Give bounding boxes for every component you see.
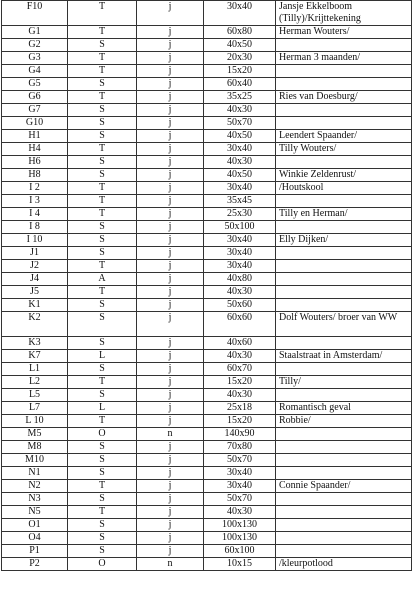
description-cell: Elly Dijken/ (276, 234, 412, 247)
dimensions-cell: 40x50 (204, 130, 276, 143)
code-cell: G4 (2, 65, 68, 78)
description-cell: Connie Spaander/ (276, 480, 412, 493)
table-row (2, 376, 412, 389)
flag-cell: j (137, 519, 204, 532)
flag-cell: n (137, 558, 204, 571)
code-cell: G7 (2, 104, 68, 117)
description-cell (276, 247, 412, 260)
table-row (2, 415, 412, 428)
description-cell (276, 104, 412, 117)
flag-cell: j (137, 545, 204, 558)
table-row (2, 350, 412, 363)
code-cell: I 2 (2, 182, 68, 195)
description-cell: Tilly/ (276, 376, 412, 389)
description-cell: Tilly Wouters/ (276, 143, 412, 156)
table-row (2, 467, 412, 480)
dimensions-cell: 140x90 (204, 428, 276, 441)
description-cell (276, 299, 412, 312)
table-row (2, 65, 412, 78)
code-cell: G1 (2, 26, 68, 39)
flag-cell: j (137, 532, 204, 545)
dimensions-cell: 70x80 (204, 441, 276, 454)
type-cell: S (68, 39, 137, 52)
flag-cell: j (137, 104, 204, 117)
flag-cell: j (137, 415, 204, 428)
type-cell: S (68, 156, 137, 169)
type-cell: T (68, 195, 137, 208)
table-row (2, 558, 412, 571)
dimensions-cell: 60x100 (204, 545, 276, 558)
flag-cell: j (137, 195, 204, 208)
flag-cell: j (137, 1, 204, 26)
dimensions-cell: 50x70 (204, 493, 276, 506)
flag-cell: j (137, 91, 204, 104)
dimensions-cell: 40x30 (204, 156, 276, 169)
flag-cell: j (137, 156, 204, 169)
dimensions-cell: 30x40 (204, 467, 276, 480)
code-cell: L7 (2, 402, 68, 415)
description-cell (276, 454, 412, 467)
description-cell: Staalstraat in Amsterdam/ (276, 350, 412, 363)
table-row (2, 532, 412, 545)
dimensions-cell: 40x50 (204, 169, 276, 182)
flag-cell: j (137, 493, 204, 506)
flag-cell: j (137, 130, 204, 143)
code-cell: I 10 (2, 234, 68, 247)
table-row (2, 480, 412, 493)
dimensions-cell: 50x100 (204, 221, 276, 234)
type-cell: S (68, 337, 137, 350)
dimensions-cell: 40x50 (204, 39, 276, 52)
description-cell: /Houtskool (276, 182, 412, 195)
type-cell: S (68, 363, 137, 376)
table-row (2, 506, 412, 519)
type-cell: S (68, 532, 137, 545)
table-row (2, 195, 412, 208)
description-cell (276, 65, 412, 78)
description-cell (276, 493, 412, 506)
flag-cell: j (137, 402, 204, 415)
flag-cell: j (137, 480, 204, 493)
table-row (2, 519, 412, 532)
table-row (2, 208, 412, 221)
code-cell: O4 (2, 532, 68, 545)
type-cell: T (68, 1, 137, 26)
dimensions-cell: 60x80 (204, 26, 276, 39)
description-cell (276, 195, 412, 208)
code-cell: M8 (2, 441, 68, 454)
flag-cell: j (137, 337, 204, 350)
code-cell: K7 (2, 350, 68, 363)
code-cell: L5 (2, 389, 68, 402)
table-row (2, 286, 412, 299)
table-row (2, 402, 412, 415)
description-cell: Herman 3 maanden/ (276, 52, 412, 65)
type-cell: L (68, 402, 137, 415)
type-cell: S (68, 299, 137, 312)
type-cell: T (68, 26, 137, 39)
flag-cell: j (137, 117, 204, 130)
table-body (2, 1, 412, 571)
description-cell: Winkie Zeldenrust/ (276, 169, 412, 182)
dimensions-cell: 60x70 (204, 363, 276, 376)
code-cell: I 4 (2, 208, 68, 221)
code-cell: N2 (2, 480, 68, 493)
description-cell (276, 156, 412, 169)
code-cell: N3 (2, 493, 68, 506)
dimensions-cell: 100x130 (204, 532, 276, 545)
dimensions-cell: 100x130 (204, 519, 276, 532)
description-cell: Tilly en Herman/ (276, 208, 412, 221)
flag-cell: j (137, 234, 204, 247)
flag-cell: j (137, 182, 204, 195)
flag-cell: j (137, 221, 204, 234)
dimensions-cell: 40x80 (204, 273, 276, 286)
type-cell: S (68, 234, 137, 247)
type-cell: S (68, 467, 137, 480)
type-cell: T (68, 143, 137, 156)
type-cell: T (68, 52, 137, 65)
code-cell: F10 (2, 1, 68, 26)
description-cell (276, 389, 412, 402)
type-cell: S (68, 247, 137, 260)
type-cell: S (68, 454, 137, 467)
flag-cell: j (137, 299, 204, 312)
code-cell: K2 (2, 312, 68, 337)
type-cell: L (68, 350, 137, 363)
flag-cell: j (137, 363, 204, 376)
dimensions-cell: 30x40 (204, 234, 276, 247)
code-cell: N1 (2, 467, 68, 480)
description-cell (276, 506, 412, 519)
code-cell: I 8 (2, 221, 68, 234)
dimensions-cell: 30x40 (204, 1, 276, 26)
description-cell (276, 221, 412, 234)
dimensions-cell: 40x30 (204, 104, 276, 117)
type-cell: S (68, 78, 137, 91)
table-row (2, 39, 412, 52)
dimensions-cell: 25x30 (204, 208, 276, 221)
flag-cell: j (137, 467, 204, 480)
code-cell: L2 (2, 376, 68, 389)
type-cell: S (68, 519, 137, 532)
code-cell: M5 (2, 428, 68, 441)
type-cell: A (68, 273, 137, 286)
description-cell: Robbie/ (276, 415, 412, 428)
code-cell: G3 (2, 52, 68, 65)
table-row (2, 441, 412, 454)
table-row (2, 493, 412, 506)
table-row (2, 91, 412, 104)
flag-cell: j (137, 169, 204, 182)
code-cell: J4 (2, 273, 68, 286)
table-row (2, 234, 412, 247)
type-cell: S (68, 389, 137, 402)
dimensions-cell: 20x30 (204, 52, 276, 65)
dimensions-cell: 25x18 (204, 402, 276, 415)
type-cell: T (68, 65, 137, 78)
table-row (2, 130, 412, 143)
description-cell (276, 286, 412, 299)
description-cell: Ries van Doesburg/ (276, 91, 412, 104)
flag-cell: j (137, 247, 204, 260)
description-cell: Romantisch geval (276, 402, 412, 415)
flag-cell: n (137, 428, 204, 441)
code-cell: J1 (2, 247, 68, 260)
dimensions-cell: 40x30 (204, 286, 276, 299)
type-cell: T (68, 91, 137, 104)
code-cell: L1 (2, 363, 68, 376)
table-row (2, 389, 412, 402)
dimensions-cell: 30x40 (204, 247, 276, 260)
flag-cell: j (137, 52, 204, 65)
type-cell: T (68, 415, 137, 428)
code-cell: L 10 (2, 415, 68, 428)
flag-cell: j (137, 312, 204, 337)
code-cell: P2 (2, 558, 68, 571)
dimensions-cell: 30x40 (204, 260, 276, 273)
code-cell: G10 (2, 117, 68, 130)
description-cell (276, 519, 412, 532)
description-cell (276, 545, 412, 558)
table-row (2, 273, 412, 286)
table-row (2, 428, 412, 441)
type-cell: T (68, 506, 137, 519)
description-cell: Jansje Ekkelboom (Tilly)/Krijttekening (276, 1, 412, 26)
table-row (2, 260, 412, 273)
flag-cell: j (137, 208, 204, 221)
table-row (2, 1, 412, 26)
type-cell: O (68, 428, 137, 441)
description-cell (276, 78, 412, 91)
type-cell: S (68, 493, 137, 506)
table-row (2, 26, 412, 39)
description-cell: Herman Wouters/ (276, 26, 412, 39)
type-cell: S (68, 221, 137, 234)
code-cell: K1 (2, 299, 68, 312)
code-cell: H1 (2, 130, 68, 143)
dimensions-cell: 40x30 (204, 506, 276, 519)
description-cell (276, 337, 412, 350)
flag-cell: j (137, 350, 204, 363)
dimensions-cell: 50x70 (204, 117, 276, 130)
flag-cell: j (137, 286, 204, 299)
table-row (2, 104, 412, 117)
table-row (2, 143, 412, 156)
flag-cell: j (137, 26, 204, 39)
dimensions-cell: 30x40 (204, 480, 276, 493)
flag-cell: j (137, 78, 204, 91)
flag-cell: j (137, 260, 204, 273)
table-row (2, 117, 412, 130)
description-cell: Dolf Wouters/ broer van WW (276, 312, 412, 337)
flag-cell: j (137, 143, 204, 156)
dimensions-cell: 60x60 (204, 312, 276, 337)
artwork-inventory-table (1, 0, 412, 571)
code-cell: M10 (2, 454, 68, 467)
code-cell: G5 (2, 78, 68, 91)
type-cell: S (68, 441, 137, 454)
description-cell (276, 363, 412, 376)
flag-cell: j (137, 376, 204, 389)
type-cell: T (68, 376, 137, 389)
dimensions-cell: 15x20 (204, 415, 276, 428)
code-cell: J2 (2, 260, 68, 273)
dimensions-cell: 60x40 (204, 78, 276, 91)
type-cell: T (68, 182, 137, 195)
code-cell: J5 (2, 286, 68, 299)
dimensions-cell: 15x20 (204, 65, 276, 78)
dimensions-cell: 30x40 (204, 182, 276, 195)
type-cell: T (68, 480, 137, 493)
description-cell (276, 467, 412, 480)
table-row (2, 545, 412, 558)
flag-cell: j (137, 389, 204, 402)
type-cell: S (68, 312, 137, 337)
table-row (2, 221, 412, 234)
flag-cell: j (137, 441, 204, 454)
flag-cell: j (137, 39, 204, 52)
description-cell (276, 428, 412, 441)
dimensions-cell: 35x45 (204, 195, 276, 208)
code-cell: P1 (2, 545, 68, 558)
table-row (2, 78, 412, 91)
flag-cell: j (137, 65, 204, 78)
table-row (2, 363, 412, 376)
table-row (2, 312, 412, 337)
table-row (2, 299, 412, 312)
type-cell: S (68, 104, 137, 117)
description-cell: /kleurpotlood (276, 558, 412, 571)
type-cell: T (68, 286, 137, 299)
table-row (2, 337, 412, 350)
dimensions-cell: 40x30 (204, 350, 276, 363)
table-row (2, 169, 412, 182)
flag-cell: j (137, 454, 204, 467)
code-cell: G2 (2, 39, 68, 52)
type-cell: T (68, 208, 137, 221)
code-cell: H6 (2, 156, 68, 169)
dimensions-cell: 50x60 (204, 299, 276, 312)
code-cell: H8 (2, 169, 68, 182)
description-cell (276, 260, 412, 273)
type-cell: O (68, 558, 137, 571)
description-cell (276, 273, 412, 286)
description-cell (276, 532, 412, 545)
code-cell: H4 (2, 143, 68, 156)
code-cell: G6 (2, 91, 68, 104)
code-cell: N5 (2, 506, 68, 519)
flag-cell: j (137, 506, 204, 519)
description-cell (276, 117, 412, 130)
description-cell (276, 39, 412, 52)
dimensions-cell: 10x15 (204, 558, 276, 571)
type-cell: S (68, 117, 137, 130)
description-cell (276, 441, 412, 454)
dimensions-cell: 35x25 (204, 91, 276, 104)
table-row (2, 247, 412, 260)
dimensions-cell: 40x60 (204, 337, 276, 350)
code-cell: I 3 (2, 195, 68, 208)
table-row (2, 454, 412, 467)
type-cell: S (68, 130, 137, 143)
table-row (2, 156, 412, 169)
dimensions-cell: 50x70 (204, 454, 276, 467)
description-cell: Leendert Spaander/ (276, 130, 412, 143)
flag-cell: j (137, 273, 204, 286)
code-cell: K3 (2, 337, 68, 350)
code-cell: O1 (2, 519, 68, 532)
type-cell: T (68, 260, 137, 273)
dimensions-cell: 15x20 (204, 376, 276, 389)
dimensions-cell: 40x30 (204, 389, 276, 402)
type-cell: S (68, 545, 137, 558)
table-row (2, 182, 412, 195)
table-row (2, 52, 412, 65)
type-cell: S (68, 169, 137, 182)
dimensions-cell: 30x40 (204, 143, 276, 156)
